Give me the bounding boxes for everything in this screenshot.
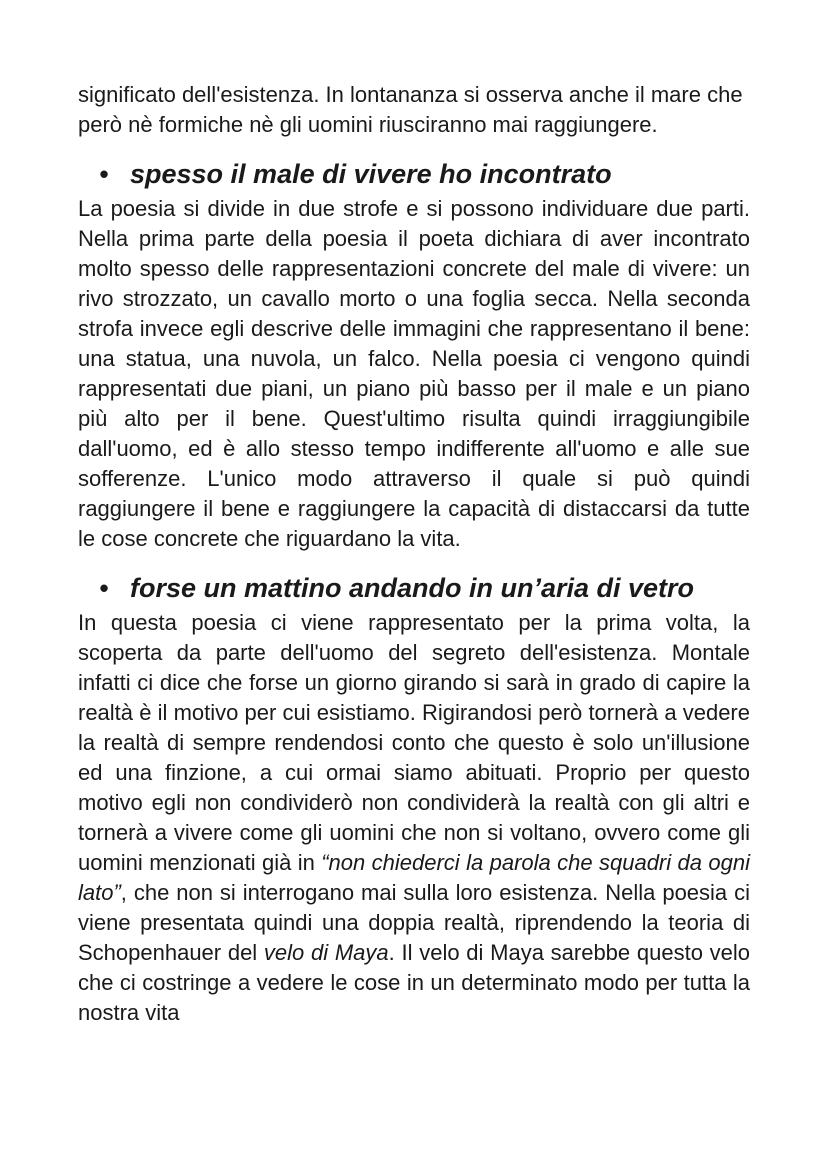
document-page [78, 80, 750, 1028]
section-heading-male-di-vivere [78, 154, 750, 194]
section-paragraph-male-di-vivere: La poesia si divide in due strofe e si possono individuare due parti. Nella prima parte della poesia il poeta dichiara di aver incontrato molto spesso delle rappresentazioni concrete del male di vivere: un rivo strozzato, un cavallo morto o una foglia secca. Nella seconda strofa invece egli descrive delle immagini che rappresentano il bene: una statua, una nuvola, un falco. Nella poesia ci vengono quindi rappresentati due piani, un piano più basso per il male e un piano più alto per il bene. Quest'ultimo risulta quindi irraggiungibile dall'uomo, ed è allo stesso tempo indifferente all'uomo e alle sue sofferenze. L'unico modo attraverso il quale si può quindi raggiungere il bene e raggiungere la capacità di distaccarsi da tutte le cose concrete che riguardano la vita. [78, 196, 750, 551]
paragraph-text: In questa poesia ci viene rappresentato per la prima volta, la scoperta da parte dell'uomo del segreto dell'esistenza. Montale infatti ci dice che forse un giorno girando si sarà in grado di capire la realtà è il motivo per cui esistiamo. Rigirandosi però tornerà a vedere la realtà di sempre rendendosi conto che questo è solo un'illusione ed una finzione, a cui ormai siamo abituati. Proprio per questo motivo egli non condividerò non condividerà la realtà con gli altri e tornerà a vivere come gli uomini che non si voltano, ovvero come gli uomini menzionati già in [78, 610, 750, 875]
paragraph-text: . Il velo di Maya sarebbe questo velo che ci costringe a vedere le cose in un determinato modo per tutta la nostra vita [78, 940, 751, 1025]
section-heading-forse-un-mattino [78, 568, 750, 608]
bullet-point: • [99, 159, 109, 189]
term-velo-di-maya: velo di Maya [263, 940, 389, 965]
quoted-poem-title: “non chiederci la parola che squadri da ogni lato” [78, 850, 750, 905]
paragraph-text: , che non si interrogano mai sulla loro esistenza. Nella poesia ci viene presentata quindi una doppia realtà, riprendendo la teoria di Schopenhauer del [78, 880, 750, 965]
intro-paragraph: significato dell'esistenza. In lontananza si osserva anche il mare che però nè formiche nè gli uomini riusciranno mai raggiungere. [78, 82, 743, 137]
bullet-point: • [99, 573, 109, 603]
section-paragraph-forse-un-mattino [78, 608, 750, 1028]
section-heading-text: spesso il male di vivere ho incontrato [130, 159, 612, 189]
section-heading-text: forse un mattino andando in un’aria di vetro [130, 573, 695, 603]
